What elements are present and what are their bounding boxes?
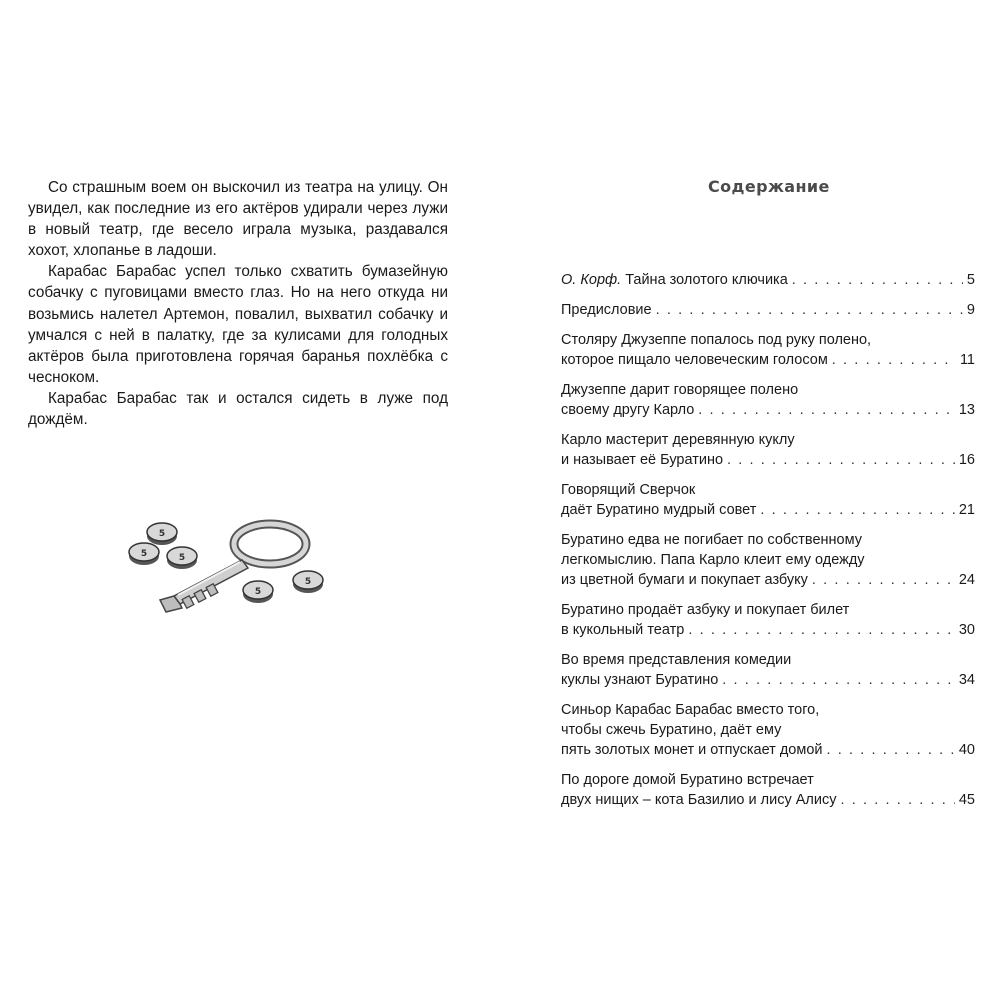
right-page	[500, 0, 1000, 1000]
toc-entry-row	[561, 620, 975, 640]
toc-page-number: 13	[958, 402, 975, 418]
toc-entry[interactable]	[561, 600, 975, 640]
story-paragraph: Карабас Барабас так и остался сидеть в луже под дождём.	[28, 389, 448, 429]
toc-entry[interactable]	[561, 700, 975, 760]
toc-dot-leader	[656, 300, 963, 320]
toc-entry-row	[561, 350, 975, 370]
toc-entry-row	[561, 500, 975, 520]
story-paragraph: Со страшным воем он выскочил из театра на улицу. Он увидел, как последние из его актёров удирали через лужи в новый театр, где весело играла музыка, раздавался хохот, хлопанье в ладоши.	[28, 179, 448, 260]
story-text	[28, 177, 448, 430]
toc-page-number: 24	[958, 572, 975, 588]
toc-entry-row	[561, 570, 975, 590]
toc-page-number: 9	[966, 302, 975, 318]
toc-entry-title-line: Предисловие	[561, 302, 652, 318]
toc-page-number: 40	[958, 742, 975, 758]
toc-entry-title-line: Буратино продаёт азбуку и покупает билет	[561, 602, 850, 618]
toc-entry-title-line: Во время представления комедии	[561, 652, 792, 668]
toc-entry-row	[561, 670, 975, 690]
toc-entry-title-line: куклы узнают Буратино	[561, 672, 719, 688]
toc-dot-leader	[688, 620, 955, 640]
toc-entry[interactable]	[561, 430, 975, 470]
toc-entry[interactable]	[561, 480, 975, 520]
toc-entry-title-line: и называет её Буратино	[561, 452, 724, 468]
toc-dot-leader	[792, 270, 963, 290]
toc-entry-title-line: Синьор Карабас Барабас вместо того,	[561, 702, 820, 718]
table-of-contents	[561, 270, 975, 810]
toc-entry-title-line: Тайна золотого ключика	[625, 272, 788, 288]
story-paragraph: Карабас Барабас успел только схватить бумазейную собачку с пуговицами вместо глаз. Но на него откуда ни возьмись налетел Артемон, повалил, выхватил собачку и умчался с ней в палатку, где за кулисами для голодных актёров была приготовлена горячая баранья похлёбка с чесноком.	[28, 263, 448, 386]
coin-mark: 5	[140, 549, 148, 559]
golden-key-and-coins-icon	[122, 516, 332, 616]
toc-entry-title-line: легкомыслию. Папа Карло клеит ему одежду	[561, 552, 865, 568]
toc-entry-title-line: чтобы сжечь Буратино, даёт ему	[561, 722, 782, 738]
toc-entry-row	[561, 300, 975, 320]
toc-entry-title-line: Карло мастерит деревянную куклу	[561, 432, 795, 448]
toc-page-number: 45	[958, 792, 975, 808]
coin-mark: 5	[158, 529, 166, 539]
toc-entry-title-line: в кукольный театр	[561, 622, 685, 638]
toc-entry-title-line: даёт Буратино мудрый совет	[561, 502, 757, 518]
toc-dot-leader	[722, 670, 955, 690]
toc-entry-title-line: которое пищало человеческим голосом	[561, 352, 828, 368]
toc-entry-row	[561, 400, 975, 420]
toc-entry[interactable]	[561, 380, 975, 420]
toc-entry[interactable]	[561, 650, 975, 690]
toc-entry[interactable]	[561, 300, 975, 320]
page-title: Содержание	[708, 177, 830, 196]
toc-entry-author: О. Корф.	[561, 272, 622, 288]
toc-entry-title-line: Говорящий Сверчок	[561, 482, 696, 498]
toc-page-number: 30	[958, 622, 975, 638]
toc-entry-title-line: Столяру Джузеппе попалось под руку полено,	[561, 332, 872, 348]
toc-entry-title-line: своему другу Карло	[561, 402, 695, 418]
toc-entry-title-line: Джузеппе дарит говорящее полено	[561, 382, 799, 398]
toc-dot-leader	[812, 570, 955, 590]
toc-dot-leader	[727, 450, 955, 470]
toc-entry[interactable]	[561, 530, 975, 590]
toc-page-number: 34	[958, 672, 975, 688]
toc-page-number: 21	[958, 502, 975, 518]
toc-entry-title-line: двух нищих – кота Базилио и лису Алису	[561, 792, 837, 808]
toc-entry[interactable]	[561, 270, 975, 290]
coin-mark: 5	[178, 553, 186, 563]
toc-entry-row	[561, 790, 975, 810]
toc-entry-row	[561, 740, 975, 760]
toc-dot-leader	[827, 740, 955, 760]
toc-page-number: 5	[966, 272, 975, 288]
toc-page-number: 16	[958, 452, 975, 468]
toc-entry-row	[561, 450, 975, 470]
toc-dot-leader	[760, 500, 954, 520]
toc-page-number: 11	[959, 352, 975, 368]
toc-entry[interactable]	[561, 770, 975, 810]
toc-entry-title-line: По дороге домой Буратино встречает	[561, 772, 814, 788]
toc-entry[interactable]	[561, 330, 975, 370]
toc-dot-leader	[832, 350, 956, 370]
toc-dot-leader	[698, 400, 955, 420]
toc-entry-row	[561, 270, 975, 290]
toc-entry-title-line: Буратино едва не погибает по собственному	[561, 532, 862, 548]
toc-entry-title-line: пять золотых монет и отпускает домой	[561, 742, 823, 758]
toc-dot-leader	[840, 790, 954, 810]
toc-entry-title-line: из цветной бумаги и покупает азбуку	[561, 572, 808, 588]
coin-mark: 5	[254, 587, 262, 597]
coin-mark: 5	[304, 577, 312, 587]
